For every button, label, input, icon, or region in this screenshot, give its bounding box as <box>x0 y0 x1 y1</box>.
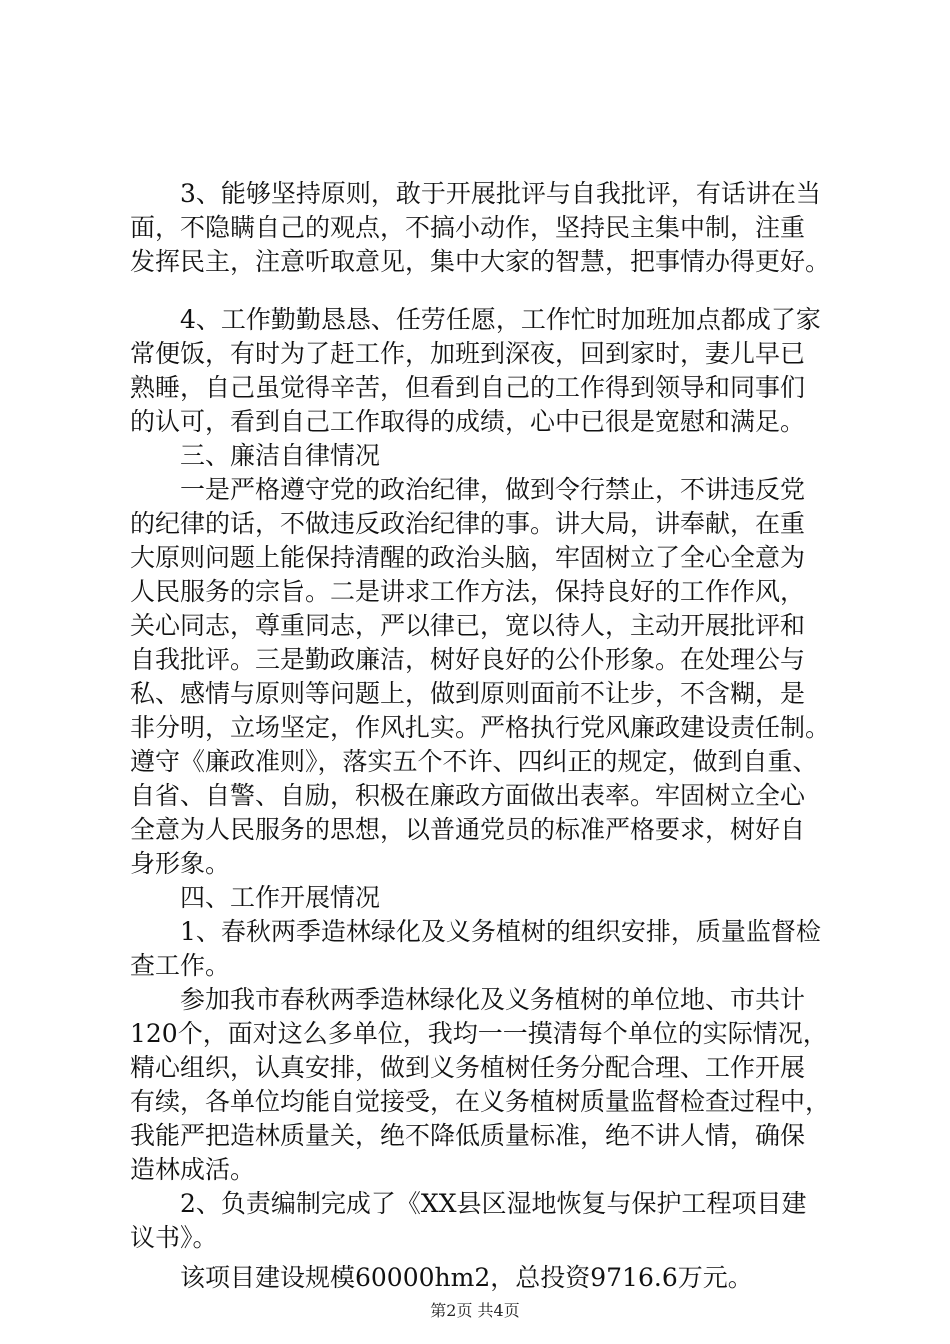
paragraph-line: 自我批评。三是勤政廉洁，树好良好的公仆形象。在处理公与 <box>130 645 806 674</box>
paragraph-line: 120个，面对这么多单位，我均一一摸清每个单位的实际情况， <box>130 1019 828 1048</box>
paragraph-line: 4、工作勤勤恳恳、任劳任愿，工作忙时加班加点都成了家 <box>130 305 821 334</box>
paragraph-line: 议书》。 <box>130 1223 218 1252</box>
paragraph-line: 身形象。 <box>130 849 231 878</box>
paragraph-line: 精心组织，认真安排，做到义务植树任务分配合理、工作开展 <box>130 1053 806 1082</box>
paragraph-line: 2、负责编制完成了《XX县区湿地恢复与保护工程项目建 <box>130 1189 807 1218</box>
paragraph-line: 一是严格遵守党的政治纪律，做到令行禁止，不讲违反党 <box>130 475 806 504</box>
paragraph-line: 发挥民主，注意听取意见，集中大家的智慧，把事情办得更好。 <box>130 247 831 276</box>
paragraph-line: 遵守《廉政准则》，落实五个不许、四纠正的规定，做到自重、 <box>130 747 818 776</box>
paragraph-line: 查工作。 <box>130 951 231 980</box>
paragraph-line: 造林成活。 <box>130 1155 256 1184</box>
paragraph-line: 熟睡，自己虽觉得辛苦，但看到自己的工作得到领导和同事们 <box>130 373 806 402</box>
paragraph-line: 自省、自警、自励，积极在廉政方面做出表率。牢固树立全心 <box>130 781 806 810</box>
paragraph-line: 关心同志，尊重同志，严以律已，宽以待人，主动开展批评和 <box>130 611 806 640</box>
section-heading: 四、工作开展情况 <box>130 883 381 912</box>
paragraph-line: 面，不隐瞒自己的观点，不搞小动作，坚持民主集中制，注重 <box>130 213 806 242</box>
paragraph-line: 的认可，看到自己工作取得的成绩，心中已很是宽慰和满足。 <box>130 407 806 436</box>
paragraph-line: 私、感情与原则等问题上，做到原则面前不让步，不含糊，是 <box>130 679 806 708</box>
section-heading: 三、廉洁自律情况 <box>130 441 381 470</box>
paragraph-line: 的纪律的话，不做违反政治纪律的事。讲大局，讲奉献，在重 <box>130 509 806 538</box>
page-footer: 第2页 共4页 <box>430 1301 520 1320</box>
paragraph-line: 非分明，立场坚定，作风扎实。严格执行党风廉政建设责任制。 <box>130 713 831 742</box>
paragraph-line: 3、能够坚持原则，敢于开展批评与自我批评，有话讲在当 <box>130 179 821 208</box>
paragraph-line: 我能严把造林质量关，绝不降低质量标准，绝不讲人情，确保 <box>130 1121 806 1150</box>
paragraph-line: 全意为人民服务的思想，以普通党员的标准严格要求，树好自 <box>130 815 806 844</box>
paragraph-line: 大原则问题上能保持清醒的政治头脑，牢固树立了全心全意为 <box>130 543 806 572</box>
paragraph-line: 参加我市春秋两季造林绿化及义务植树的单位地、市共计 <box>130 985 806 1014</box>
paragraph-line: 有续，各单位均能自觉接受，在义务植树质量监督检查过程中， <box>130 1087 831 1116</box>
paragraph-line: 人民服务的宗旨。二是讲求工作方法，保持良好的工作作风， <box>130 577 806 606</box>
paragraph-line: 常便饭，有时为了赶工作，加班到深夜，回到家时，妻儿早已 <box>130 339 806 368</box>
paragraph-line: 1、春秋两季造林绿化及义务植树的组织安排，质量监督检 <box>130 917 821 946</box>
paragraph-line: 该项目建设规模60000hm2，总投资9716.6万元。 <box>130 1263 753 1292</box>
